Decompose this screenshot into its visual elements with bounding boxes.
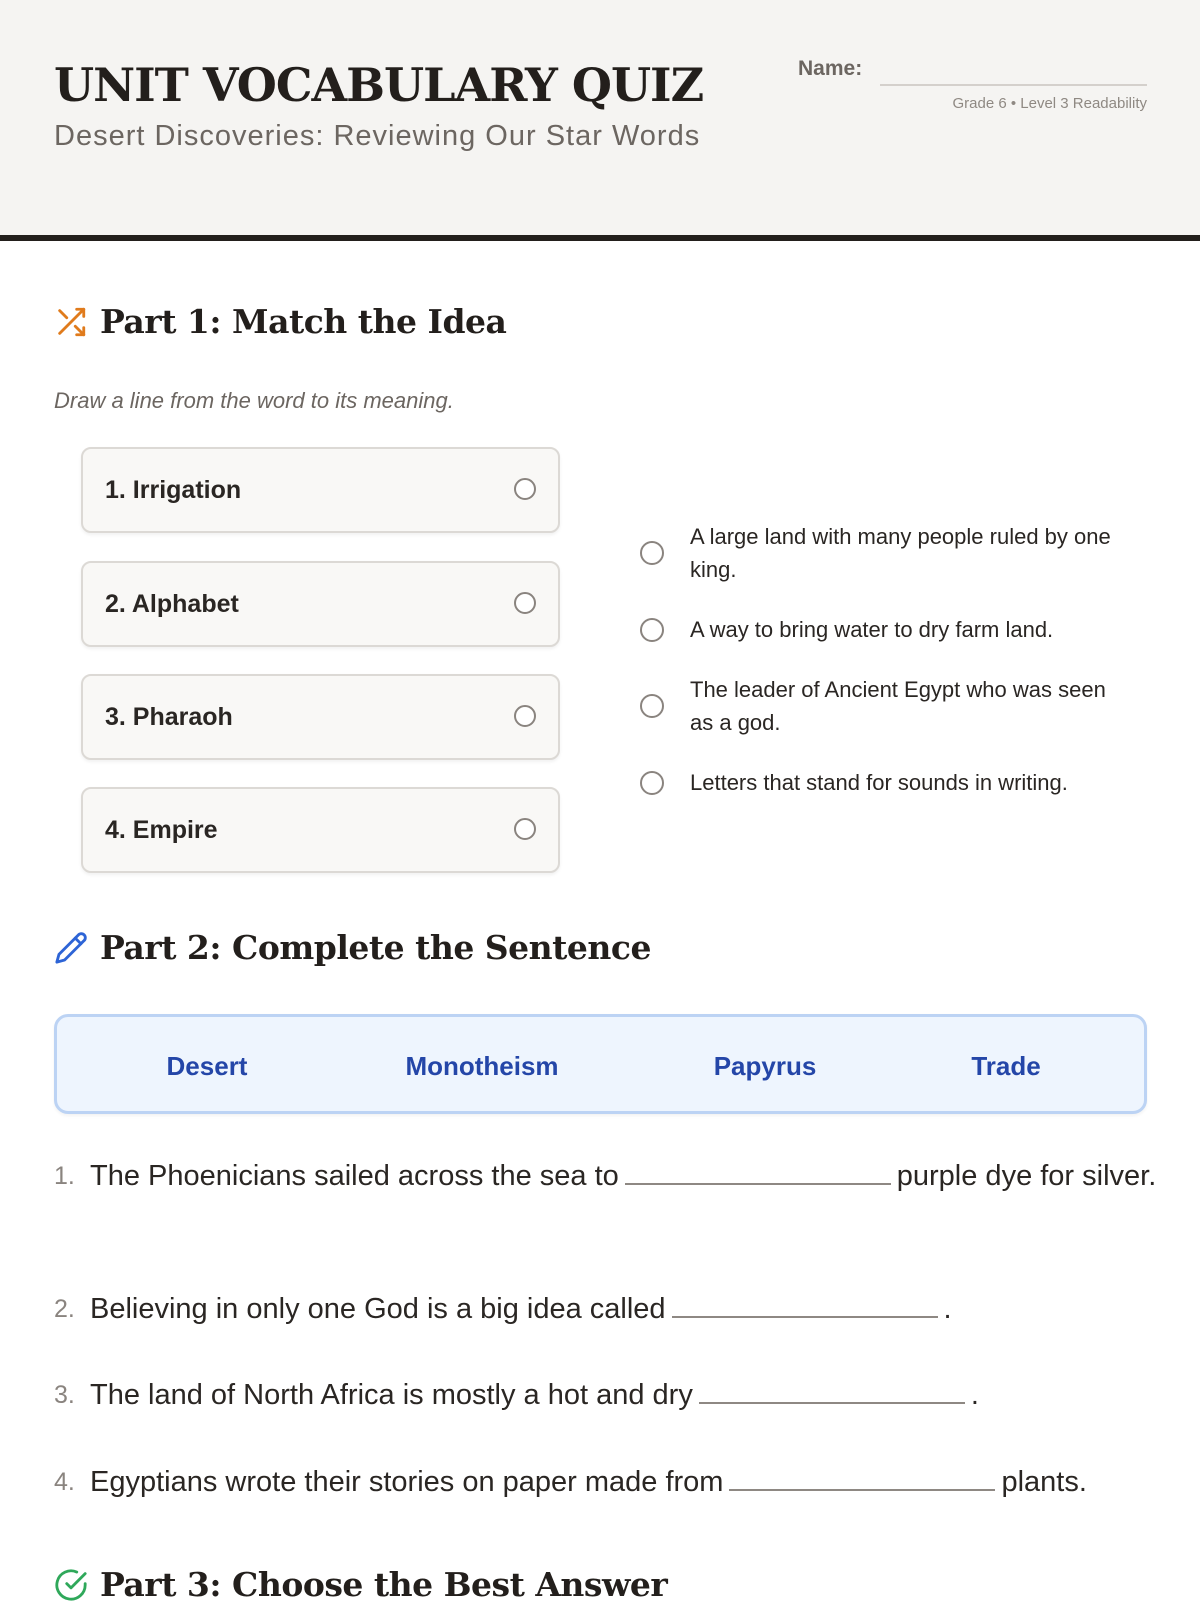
definition-dot-icon[interactable] <box>640 694 664 718</box>
definition-text: Letters that stand for sounds in writing. <box>690 770 1068 795</box>
part3-title-text: Part 3: Choose the Best Answer <box>100 1565 668 1604</box>
sentence-text: purple dye for silver. <box>896 1160 1157 1192</box>
sentence-item <box>54 1459 1164 1506</box>
definition-dot-icon[interactable] <box>640 771 664 795</box>
word-bank-item: Desert <box>166 1051 248 1081</box>
sentence-number: 2. <box>54 1295 75 1323</box>
match-dot-icon[interactable] <box>514 592 536 614</box>
sentence-text: plants. <box>1001 1466 1087 1498</box>
sentence-number: 1. <box>54 1162 75 1190</box>
match-word-box[interactable] <box>81 674 560 760</box>
definition-dot-icon[interactable] <box>640 618 664 642</box>
word-bank-item: Trade <box>971 1051 1041 1081</box>
sentence-number: 3. <box>54 1381 75 1409</box>
match-word: 1. Irrigation <box>105 476 242 504</box>
definition-item <box>640 613 1120 646</box>
sentence-item <box>54 1286 1164 1333</box>
sentence-text: . <box>970 1379 979 1411</box>
match-word-box[interactable] <box>81 787 560 873</box>
definition-item <box>640 673 1120 739</box>
part1-title <box>54 302 506 341</box>
part2-title-text: Part 2: Complete the Sentence <box>100 928 651 967</box>
part2-title <box>54 928 651 967</box>
sentence-item <box>54 1153 1164 1200</box>
definition-text: A way to bring water to dry farm land. <box>690 617 1054 642</box>
quiz-header <box>0 0 1200 241</box>
word-bank-item: Papyrus <box>713 1051 817 1081</box>
definition-text: The leader of Ancient Egypt who was seen as a god. <box>690 677 1106 735</box>
shuffle-icon <box>54 305 88 339</box>
sentence-text: Egyptians wrote their stories on paper made from <box>90 1466 724 1498</box>
match-dot-icon[interactable] <box>514 818 536 840</box>
sentence-text: . <box>943 1293 952 1325</box>
sentence-item <box>54 1372 1164 1419</box>
quiz-subtitle: Desert Discoveries: Reviewing Our Star Words <box>54 120 701 152</box>
answer-blank[interactable] <box>699 1378 965 1404</box>
sentence-text: The Phoenicians sailed across the sea to <box>90 1160 619 1192</box>
definition-text: A large land with many people ruled by one king. <box>690 524 1111 582</box>
match-dot-icon[interactable] <box>514 478 536 500</box>
pencil-icon <box>54 931 88 965</box>
part1-instructions: Draw a line from the word to its meaning. <box>54 388 454 413</box>
match-word: 3. Pharaoh <box>105 703 233 731</box>
sentence-number: 4. <box>54 1468 75 1496</box>
match-word-box[interactable] <box>81 447 560 533</box>
match-word: 4. Empire <box>105 816 218 844</box>
sentence-text: The land of North Africa is mostly a hot and dry <box>90 1379 693 1411</box>
grade-level-info: Grade 6 • Level 3 Readability <box>952 95 1147 112</box>
answer-blank[interactable] <box>729 1465 995 1491</box>
definition-dot-icon[interactable] <box>640 541 664 565</box>
name-field[interactable] <box>880 84 1147 86</box>
match-dot-icon[interactable] <box>514 705 536 727</box>
match-word-box[interactable] <box>81 561 560 647</box>
word-bank-item: Monotheism <box>405 1051 559 1081</box>
answer-blank[interactable] <box>625 1159 891 1185</box>
part1-title-text: Part 1: Match the Idea <box>100 302 507 341</box>
definition-item <box>640 766 1120 799</box>
sentence-text: Believing in only one God is a big idea called <box>90 1293 666 1325</box>
match-word: 2. Alphabet <box>105 590 239 618</box>
definition-item <box>640 520 1120 586</box>
check-circle-icon <box>54 1568 88 1602</box>
quiz-title: UNIT VOCABULARY QUIZ <box>54 58 704 112</box>
part3-title <box>54 1565 667 1604</box>
word-bank <box>54 1014 1147 1114</box>
name-label: Name: <box>798 57 863 80</box>
answer-blank[interactable] <box>672 1292 938 1318</box>
